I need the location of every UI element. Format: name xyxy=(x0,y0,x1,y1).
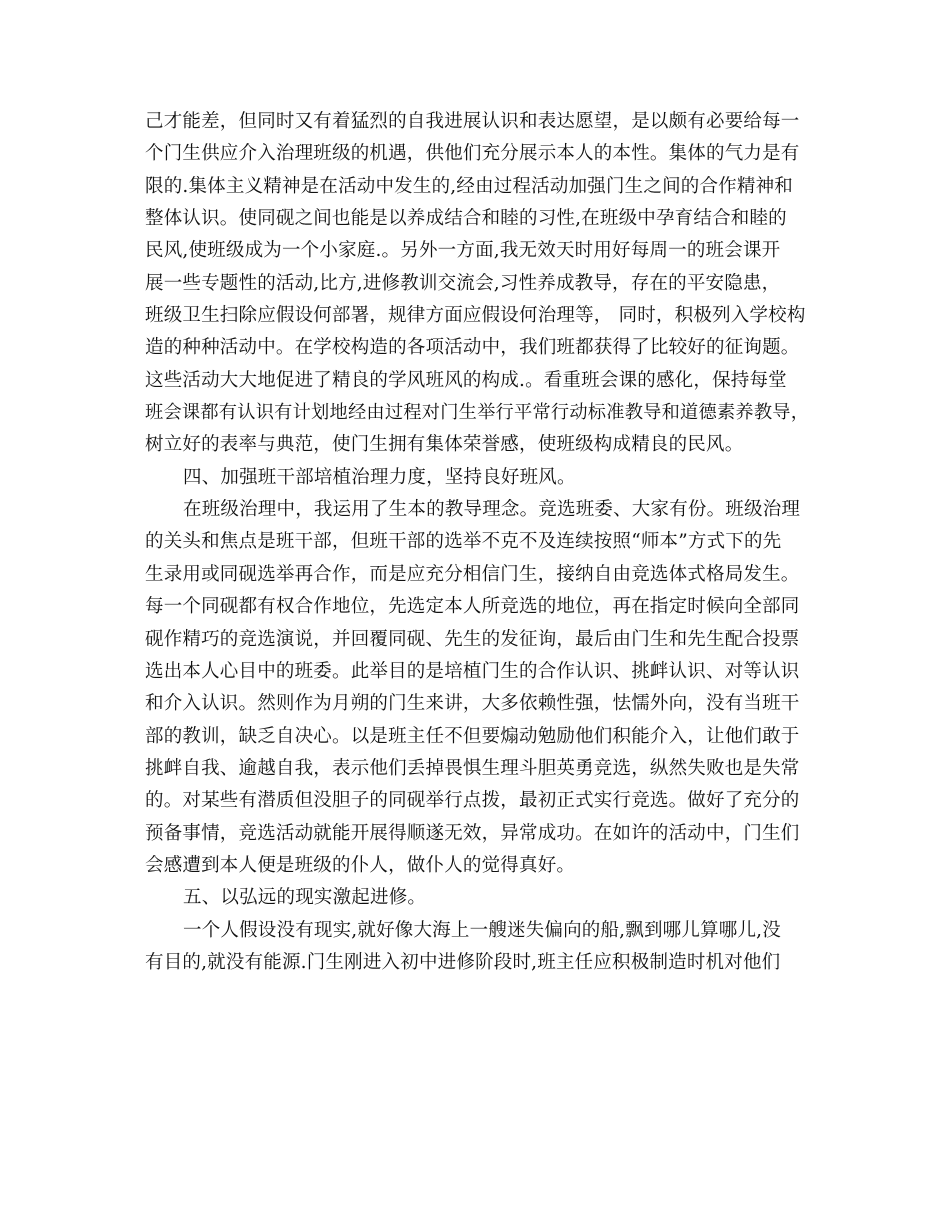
text-line: 限的.集体主义精神是在活动中发生的,经由过程活动加强门生之间的合作精神和 xyxy=(145,175,793,197)
text-line: 班会课都有认识有计划地经由过程对门生举行平常行动标准教导和道德素养教导， xyxy=(145,402,810,424)
text-line: 展一些专题性的活动,比方,进修教训交流会,习性养成教导，存在的平安隐患， xyxy=(145,272,781,294)
text-line: 在班级治理中，我运用了生本的教导理念。竞选班委、大家有份。班级治理 xyxy=(183,499,801,521)
document-body xyxy=(145,106,815,979)
text-line: 和介入认识。然则作为月朔的门生来讲，大多依赖性强，怯懦外向，没有当班干 xyxy=(145,693,800,715)
text-line: 选出本人心目中的班委。此举目的是培植门生的合作认识、挑衅认识、对等认识 xyxy=(145,660,800,682)
text-line: 挑衅自我、逾越自我，表示他们丢掉畏惧生理斗胆英勇竞选，纵然失败也是失常 xyxy=(145,757,800,779)
text-line: 预备事情，竞选活动就能开展得顺遂无效，异常成功。在如许的活动中，门生们 xyxy=(145,822,800,844)
text-line: 树立好的表率与典范，使门生拥有集体荣誉感，使班级构成精良的民风。 xyxy=(145,434,744,456)
text-line: 整体认识。使同砚之间也能是以养成结合和睦的习性,在班级中孕育结合和睦的 xyxy=(145,208,787,230)
text-line: 的关头和焦点是班干部，但班干部的选举不克不及连续按照“师本”方式下的先 xyxy=(145,531,782,553)
text-line: 民风,使班级成为一个小家庭.。另外一方面,我无效天时用好每周一的班会课开 xyxy=(145,240,781,262)
text-line: 生录用或同砚选举再合作，而是应充分相信门生，接纳自由竞选体式格局发生。 xyxy=(145,563,800,585)
text-line: 班级卫生扫除应假设何部署，规律方面应假设何治理等， 同时，积极列入学校构 xyxy=(145,305,806,327)
text-line: 己才能差，但同时又有着猛烈的自我进展认识和表达愿望，是以颇有必要给每一 xyxy=(145,111,800,132)
text-line: 有目的,就没有能源.门生刚进入初中进修阶段时,班主任应积极制造时机对他们 xyxy=(145,951,781,973)
text-line: 个门生供应介入治理班级的机遇，供他们充分展示本人的本性。集体的气力是有 xyxy=(145,143,800,165)
text-line: 的。对某些有潜质但没胆子的同砚举行点拨，最初正式实行竞选。做好了充分的 xyxy=(145,790,800,812)
text-line: 砚作精巧的竞选演说，并回覆同砚、先生的发征询，最后由门生和先生配合投票 xyxy=(145,628,800,650)
section-heading-4: 四、加强班干部培植治理力度，坚持良好班风。 xyxy=(183,466,576,488)
section-heading-5: 五、以弘远的现实激起进修。 xyxy=(183,887,427,909)
text-line: 一个人假设没有现实,就好像大海上一艘迷失偏向的船,飘到哪儿算哪儿,没 xyxy=(183,919,781,941)
text-line: 这些活动大大地促进了精良的学风班风的构成.。看重班会课的感化，保持每堂 xyxy=(145,369,787,391)
text-line: 造的种种活动中。在学校构造的各项活动中，我们班都获得了比较好的征询题。 xyxy=(145,337,800,359)
text-line: 会感遭到本人便是班级的仆人，做仆人的觉得真好。 xyxy=(145,854,576,876)
text-line: 部的教训，缺乏自决心。以是班主任不但要煽动勉励他们积能介入，让他们敢于 xyxy=(145,725,800,747)
text-line: 每一个同砚都有权合作地位，先选定本人所竞选的地位，再在指定时候向全部同 xyxy=(145,596,800,618)
